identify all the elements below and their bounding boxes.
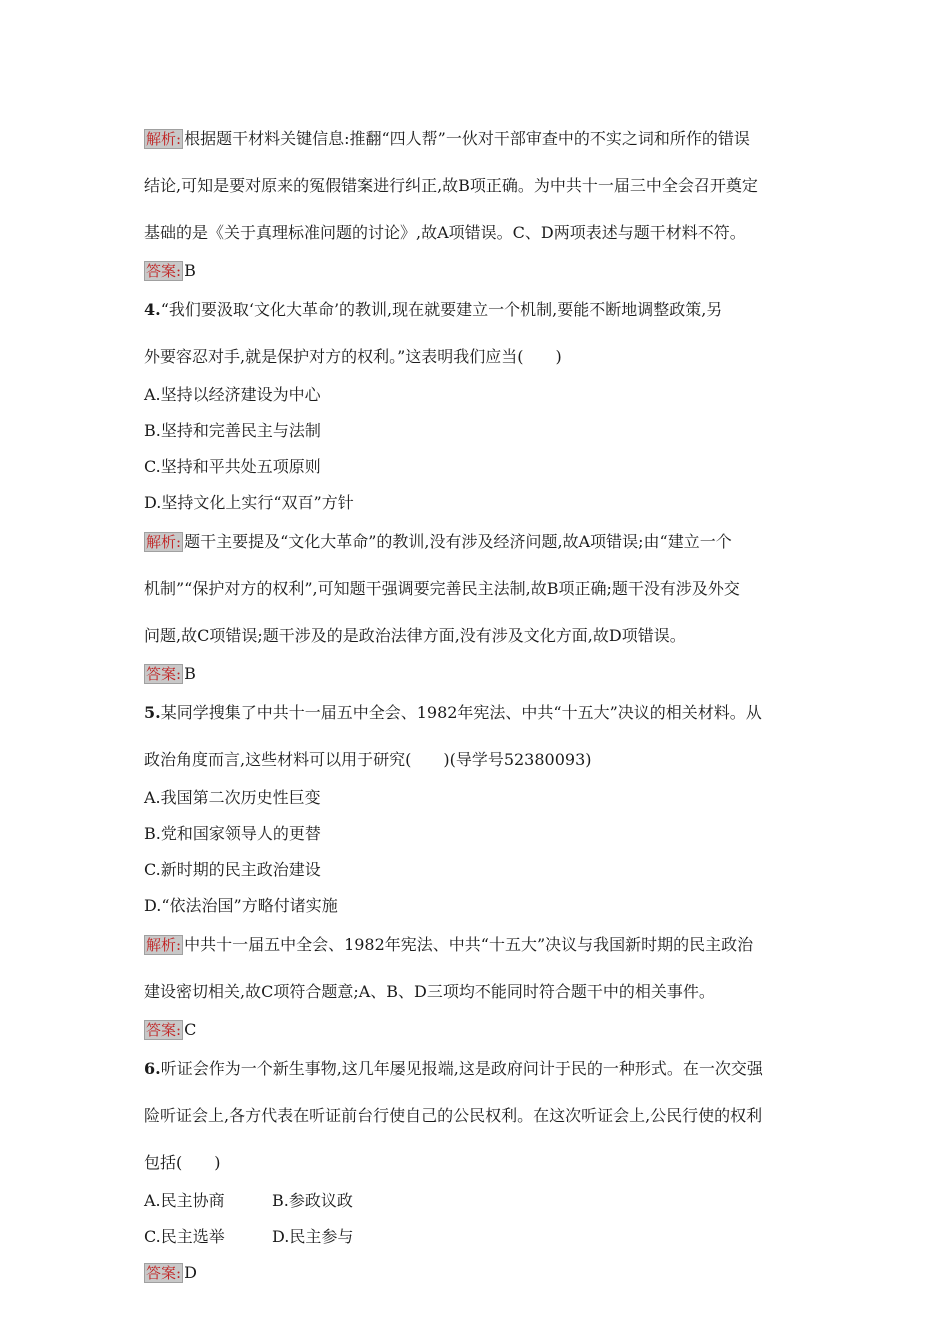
q4-stem-line-1: 4.“我们要汲取‘文化大革命’的教训,现在就要建立一个机制,要能不断地调整政策,另 bbox=[144, 300, 723, 319]
q5-answer-value: C bbox=[184, 1020, 197, 1039]
q5-stem-line-2: 政治角度而言,这些材料可以用于研究( )(导学号52380093) bbox=[144, 750, 592, 769]
q5-number: 5. bbox=[144, 703, 161, 722]
q6-options-row-2 bbox=[144, 1219, 814, 1255]
q3-analysis-line-2: 结论,可知是要对原来的冤假错案进行纠正,故B项正确。为中共十一届三中全会召开奠定 bbox=[144, 176, 758, 195]
q4-stem bbox=[144, 289, 814, 377]
q4-option-a: A.坚持以经济建设为中心 bbox=[144, 385, 321, 404]
q4-answer bbox=[144, 656, 814, 692]
q6-answer bbox=[144, 1255, 814, 1291]
analysis-tag: 解析: bbox=[146, 130, 182, 148]
q3-analysis-line-3: 基础的是《关于真理标准问题的讨论》,故A项错误。C、D两项表述与题干材料不符。 bbox=[144, 223, 746, 242]
q4-option-c: C.坚持和平共处五项原则 bbox=[144, 457, 321, 476]
q3-answer bbox=[144, 253, 814, 289]
q6-option-d: D.民主参与 bbox=[272, 1227, 354, 1246]
q4-analysis-line-3: 问题,故C项错误;题干涉及的是政治法律方面,没有涉及文化方面,故D项错误。 bbox=[144, 626, 686, 645]
q5-option-d: D.“依法治国”方略付诸实施 bbox=[144, 896, 338, 915]
document-page bbox=[144, 118, 814, 1291]
q6-option-b: B.参政议政 bbox=[272, 1191, 353, 1210]
answer-tag: 答案: bbox=[146, 665, 182, 683]
q6-option-a: A.民主协商 bbox=[144, 1191, 225, 1210]
q6-number: 6. bbox=[144, 1059, 161, 1078]
q6-stem-line-1: 6.听证会作为一个新生事物,这几年屡见报端,这是政府问计于民的一种形式。在一次交强 bbox=[144, 1059, 763, 1078]
q5-option-a: A.我国第二次历史性巨变 bbox=[144, 788, 321, 807]
q4-option-b: B.坚持和完善民主与法制 bbox=[144, 421, 321, 440]
q5-stem bbox=[144, 692, 814, 780]
q6-answer-value: D bbox=[184, 1263, 197, 1282]
analysis-tag: 解析: bbox=[146, 936, 182, 954]
answer-tag: 答案: bbox=[146, 1021, 182, 1039]
q5-answer bbox=[144, 1012, 814, 1048]
q5-stem-line-1: 5.某同学搜集了中共十一届五中全会、1982年宪法、中共“十五大”决议的相关材料。从 bbox=[144, 703, 762, 722]
q6-stem-line-3: 包括( ) bbox=[144, 1153, 221, 1172]
q6-stem bbox=[144, 1048, 814, 1183]
q4-analysis bbox=[144, 521, 814, 656]
q4-answer-value: B bbox=[184, 664, 196, 683]
q5-option-b: B.党和国家领导人的更替 bbox=[144, 824, 321, 843]
q5-analysis-line-2: 建设密切相关,故C项符合题意;A、B、D三项均不能同时符合题干中的相关事件。 bbox=[144, 982, 715, 1001]
q6-option-c: C.民主选举 bbox=[144, 1227, 225, 1246]
q3-analysis-line-1: 解析: 根据题干材料关键信息:推翻“四人帮”一伙对干部审查中的不实之词和所作的错误 bbox=[146, 129, 750, 148]
q4-option-d: D.坚持文化上实行“双百”方针 bbox=[144, 493, 354, 512]
q6-options-row-1 bbox=[144, 1183, 814, 1219]
q4-analysis-line-2: 机制”“保护对方的权利”,可知题干强调要完善民主法制,故B项正确;题干没有涉及外交 bbox=[144, 579, 740, 598]
q3-answer-value: B bbox=[184, 261, 196, 280]
answer-tag: 答案: bbox=[146, 262, 182, 280]
q4-number: 4. bbox=[144, 300, 161, 319]
q3-analysis bbox=[144, 118, 814, 253]
analysis-tag: 解析: bbox=[146, 533, 182, 551]
q6-stem-line-2: 险听证会上,各方代表在听证前台行使自己的公民权利。在这次听证会上,公民行使的权利 bbox=[144, 1106, 763, 1125]
q5-analysis bbox=[144, 924, 814, 1012]
answer-tag: 答案: bbox=[146, 1264, 182, 1282]
q5-analysis-line-1: 解析: 中共十一届五中全会、1982年宪法、中共“十五大”决议与我国新时期的民主政治 bbox=[146, 935, 754, 954]
q5-option-c: C.新时期的民主政治建设 bbox=[144, 860, 321, 879]
q4-analysis-line-1: 解析: 题干主要提及“文化大革命”的教训,没有涉及经济问题,故A项错误;由“建立一个 bbox=[146, 532, 732, 551]
q4-stem-line-2: 外要容忍对手,就是保护对方的权利。”这表明我们应当( ) bbox=[144, 347, 562, 366]
